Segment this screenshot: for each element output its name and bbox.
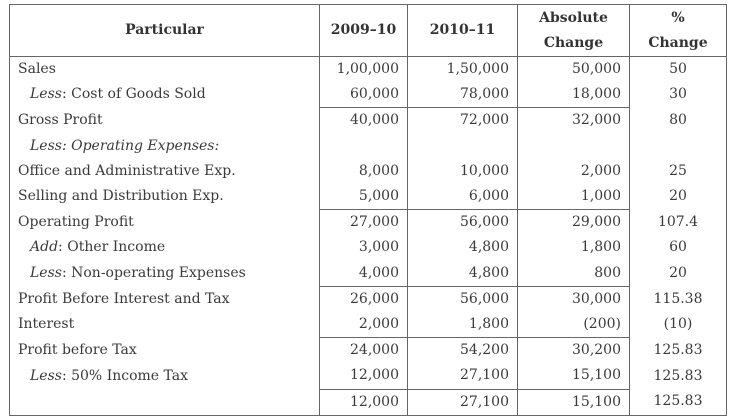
header-percent-line2: Change	[648, 34, 708, 51]
cell-percent-change: 20	[630, 184, 727, 210]
row-label-prefix: Less	[30, 264, 62, 281]
cell-absolute-change: 32,000	[518, 108, 630, 134]
header-2010-11: 2010–11	[408, 5, 518, 57]
cell-absolute-change: (200)	[518, 312, 630, 338]
cell-2009-10: 12,000	[320, 363, 408, 389]
cell-percent-change: 125.83	[630, 389, 727, 415]
cell-2009-10: 24,000	[320, 338, 408, 364]
cell-absolute-change: 29,000	[518, 210, 630, 236]
cell-percent-change	[630, 134, 727, 159]
cell-2009-10: 1,00,000	[320, 57, 408, 83]
cell-2010-11: 4,800	[408, 261, 518, 287]
row-label-text: Interest	[18, 316, 75, 333]
cell-absolute-change	[518, 134, 630, 159]
cell-2010-11: 27,100	[408, 363, 518, 389]
cell-2009-10: 40,000	[320, 108, 408, 134]
cell-absolute-change: 1,800	[518, 235, 630, 260]
cell-absolute-change: 18,000	[518, 82, 630, 108]
row-label-text: Profit Before Interest and Tax	[18, 290, 230, 307]
row-label-text: : Cost of Goods Sold	[61, 86, 206, 103]
row-label-text: : Operating Expenses:	[61, 137, 220, 154]
row-label-prefix: Less	[30, 367, 62, 384]
row-label	[10, 363, 320, 389]
cell-absolute-change: 30,200	[518, 338, 630, 364]
row-label-text: Sales	[18, 61, 56, 77]
cell-2009-10: 4,000	[320, 261, 408, 287]
row-label	[10, 82, 320, 108]
cell-2010-11: 56,000	[408, 210, 518, 236]
row-office-admin-exp	[10, 159, 727, 184]
row-operating-profit	[10, 210, 727, 236]
cell-percent-change: 50	[630, 57, 727, 83]
cell-absolute-change: 15,100	[518, 389, 630, 415]
cell-2009-10: 3,000	[320, 235, 408, 260]
row-label	[10, 338, 320, 364]
cell-2010-11: 4,800	[408, 235, 518, 260]
cell-absolute-change: 30,000	[518, 286, 630, 312]
cell-2009-10: 26,000	[320, 286, 408, 312]
cell-2010-11: 10,000	[408, 159, 518, 184]
cell-percent-change: (10)	[630, 312, 727, 338]
row-label	[10, 159, 320, 184]
cell-absolute-change: 15,100	[518, 363, 630, 389]
cell-percent-change: 80	[630, 108, 727, 134]
header-2009-10: 2009–10	[320, 5, 408, 57]
cell-absolute-change: 2,000	[518, 159, 630, 184]
cell-absolute-change: 1,000	[518, 184, 630, 210]
header-percent-line1: %	[671, 9, 685, 26]
row-selling-distribution-exp	[10, 184, 727, 210]
cell-2010-11: 1,800	[408, 312, 518, 338]
row-gross-profit	[10, 108, 727, 134]
cell-percent-change: 125.83	[630, 363, 727, 389]
row-label	[10, 286, 320, 312]
cell-2009-10: 12,000	[320, 389, 408, 415]
cell-absolute-change: 800	[518, 261, 630, 287]
row-label	[10, 312, 320, 338]
cell-2010-11: 27,100	[408, 389, 518, 415]
header-absolute-line1: Absolute	[539, 9, 608, 26]
row-label-text: : 50% Income Tax	[61, 367, 189, 384]
cell-percent-change: 125.83	[630, 338, 727, 364]
row-label-text: Selling and Distribution Exp.	[18, 188, 224, 205]
row-label	[10, 235, 320, 260]
cell-2009-10	[320, 134, 408, 159]
header-percent-change	[630, 5, 727, 57]
row-operating-expenses-heading	[10, 134, 727, 159]
row-profit-before-tax	[10, 338, 727, 364]
cell-percent-change: 25	[630, 159, 727, 184]
row-label-text: Gross Profit	[18, 112, 103, 129]
row-other-income	[10, 235, 727, 260]
row-income-tax	[10, 363, 727, 389]
row-label-text: Office and Administrative Exp.	[18, 162, 236, 179]
cell-2010-11: 56,000	[408, 286, 518, 312]
row-profit-after-tax	[10, 389, 727, 415]
row-label	[10, 57, 320, 83]
header-particular: Particular	[10, 5, 320, 57]
row-sales	[10, 57, 727, 83]
comparative-income-statement-table	[9, 4, 727, 416]
row-interest	[10, 312, 727, 338]
cell-2010-11: 72,000	[408, 108, 518, 134]
row-cost-of-goods-sold	[10, 82, 727, 108]
cell-2009-10: 27,000	[320, 210, 408, 236]
cell-2009-10: 2,000	[320, 312, 408, 338]
cell-percent-change: 20	[630, 261, 727, 287]
cell-2010-11	[408, 134, 518, 159]
row-label-prefix: Less	[30, 86, 62, 103]
row-non-operating-expenses	[10, 261, 727, 287]
row-label	[10, 389, 320, 415]
cell-percent-change: 30	[630, 82, 727, 108]
cell-2009-10: 60,000	[320, 82, 408, 108]
row-label	[10, 108, 320, 134]
cell-2009-10: 5,000	[320, 184, 408, 210]
cell-percent-change: 107.4	[630, 210, 727, 236]
row-label	[10, 210, 320, 236]
row-pbit	[10, 286, 727, 312]
cell-percent-change: 115.38	[630, 286, 727, 312]
cell-2010-11: 1,50,000	[408, 57, 518, 83]
row-label-prefix: Add	[30, 239, 59, 256]
header-row	[10, 5, 727, 57]
row-label	[10, 184, 320, 210]
row-label-text: Profit before Tax	[18, 341, 137, 358]
row-label-prefix: Less	[30, 137, 62, 154]
row-label	[10, 134, 320, 159]
row-label-text: : Non-operating Expenses	[61, 264, 246, 281]
cell-2010-11: 78,000	[408, 82, 518, 108]
row-label-text: Operating Profit	[18, 213, 134, 230]
row-label-text: : Other Income	[58, 239, 166, 256]
header-absolute-line2: Change	[543, 34, 604, 51]
header-absolute-change	[518, 5, 630, 57]
cell-percent-change: 60	[630, 235, 727, 260]
cell-2010-11: 6,000	[408, 184, 518, 210]
row-label	[10, 261, 320, 287]
cell-2010-11: 54,200	[408, 338, 518, 364]
cell-2009-10: 8,000	[320, 159, 408, 184]
cell-absolute-change: 50,000	[518, 57, 630, 83]
